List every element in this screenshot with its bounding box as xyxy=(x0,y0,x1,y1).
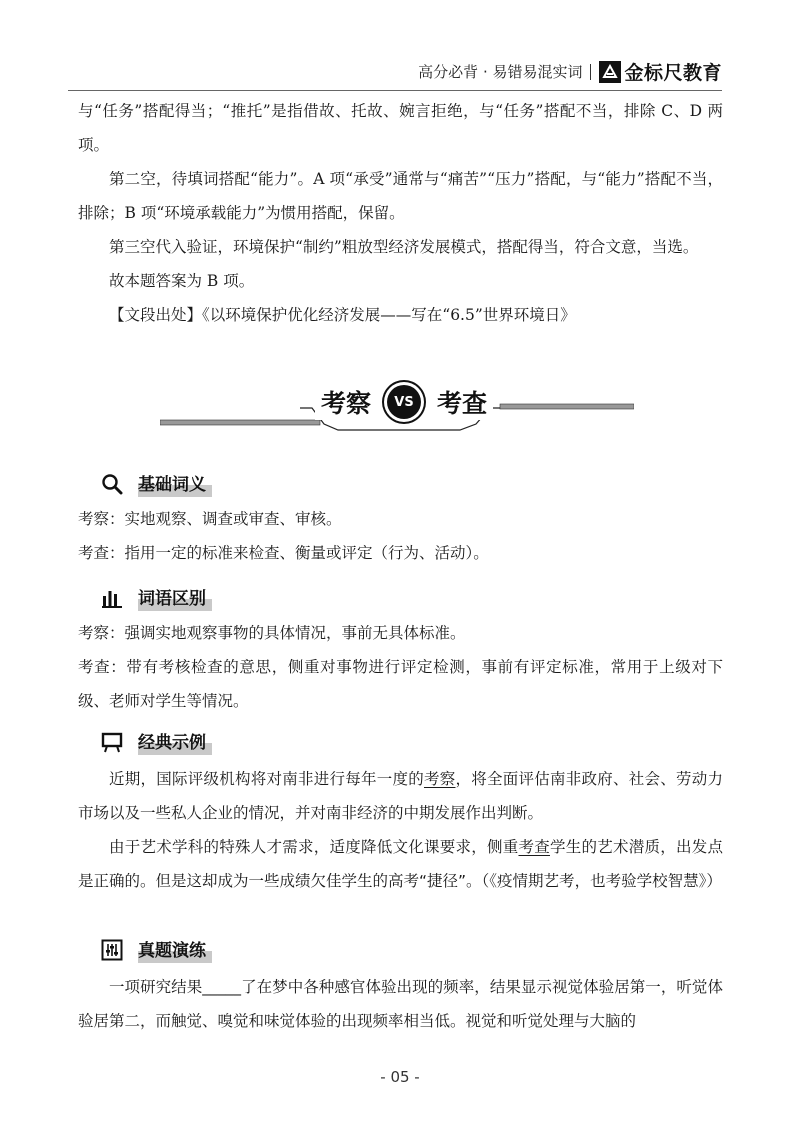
brand-logo-icon xyxy=(599,61,621,83)
section-title: 词语区别 xyxy=(138,584,212,611)
comparison-title xyxy=(315,384,493,420)
section-title: 经典示例 xyxy=(138,728,212,755)
example-text: 学生的艺术潜质，出发点是正确的。但是这却成为一些成绩欠佳学生的高考“捷径”。（《疫情期艺考，也考验学校智慧》） xyxy=(78,838,723,890)
example-sentence-1 xyxy=(78,762,723,830)
highlighted-word: 考察 xyxy=(423,770,456,788)
source-label: 【文段出处】 xyxy=(109,306,203,324)
example-text: 近期，国际评级机构将对南非进行每年一度的 xyxy=(109,770,424,788)
section-word-difference xyxy=(100,584,212,611)
difference-kaocha-1: 考察：强调实地观察事物的具体情况，事前无具体标准。 xyxy=(78,624,466,642)
source-citation xyxy=(78,298,723,332)
section-classic-examples xyxy=(100,728,212,755)
sliders-icon xyxy=(100,938,124,962)
magnifier-icon xyxy=(100,472,124,496)
practice-question xyxy=(78,970,723,1038)
example-text: 由于艺术学科的特殊人才需求，适度降低文化课要求，侧重 xyxy=(109,838,519,856)
bar-chart-icon xyxy=(100,586,124,610)
header-divider xyxy=(590,64,591,80)
question-text: 一项研究结果 xyxy=(109,978,203,996)
section-title: 真题演练 xyxy=(138,936,212,963)
book-series-title: 高分必背 · 易错易混实词 xyxy=(418,63,583,81)
brand-logo xyxy=(599,58,722,85)
definition-kaocha-1: 考察：实地观察、调查或审查、审核。 xyxy=(78,510,342,528)
analysis-answer: 故本题答案为 B 项。 xyxy=(109,272,255,290)
definition-kaocha-2: 考查：指用一定的标准来检查、衡量或评定（行为、活动）。 xyxy=(78,544,489,562)
question-text: 了在梦中各种感官体验出现的频率，结果显示视觉体验居第一，听觉体验居第二，而触觉、嗅觉和味觉体验的出现频率相当低。视觉和听觉处理与大脑的 xyxy=(78,978,723,1030)
compare-word-left: 考察 xyxy=(315,384,377,420)
analysis-paragraph-1: 与“任务”搭配得当；“推托”是指借故、托故、婉言拒绝，与“任务”搭配不当，排除 C、D 两项。 xyxy=(78,102,723,154)
section-title: 基础词义 xyxy=(138,470,212,497)
highlighted-word: 考查 xyxy=(518,838,550,856)
brand-name: 金标尺教育 xyxy=(624,62,722,84)
difference-kaocha-2: 考查：带有考核检查的意思，侧重对事物进行评定检测，事前有评定标准，常用于上级对下级、老师对学生等情况。 xyxy=(78,658,723,710)
page-number: - 05 - xyxy=(380,1068,420,1086)
compare-word-right: 考查 xyxy=(431,384,493,420)
example-text: ，将全面评估南非政府、社会、劳动力市场以及一些私人企业的情况，并对南非经济的中期发展作出判断。 xyxy=(78,770,723,822)
vs-badge: VS xyxy=(387,385,421,419)
answer-blank[interactable]: _____ xyxy=(202,978,242,996)
section-exam-practice xyxy=(100,936,212,963)
blackboard-icon xyxy=(100,730,124,754)
running-header xyxy=(418,58,722,85)
analysis-paragraph-2: 第二空，待填词搭配“能力”。A 项“承受”通常与“痛苦”“压力”搭配，与“能力”搭配不当，排除；B 项“环境承载能力”为惯用搭配，保留。 xyxy=(78,170,723,222)
section-basic-meaning xyxy=(100,470,212,497)
analysis-paragraph-3: 第三空代入验证，环境保护“制约”粗放型经济发展模式，搭配得当，符合文意，当选。 xyxy=(109,238,699,256)
source-title: 《以环境保护优化经济发展——写在“6.5”世界环境日》 xyxy=(202,306,576,324)
header-rule xyxy=(68,90,722,91)
example-sentence-2 xyxy=(78,830,723,898)
